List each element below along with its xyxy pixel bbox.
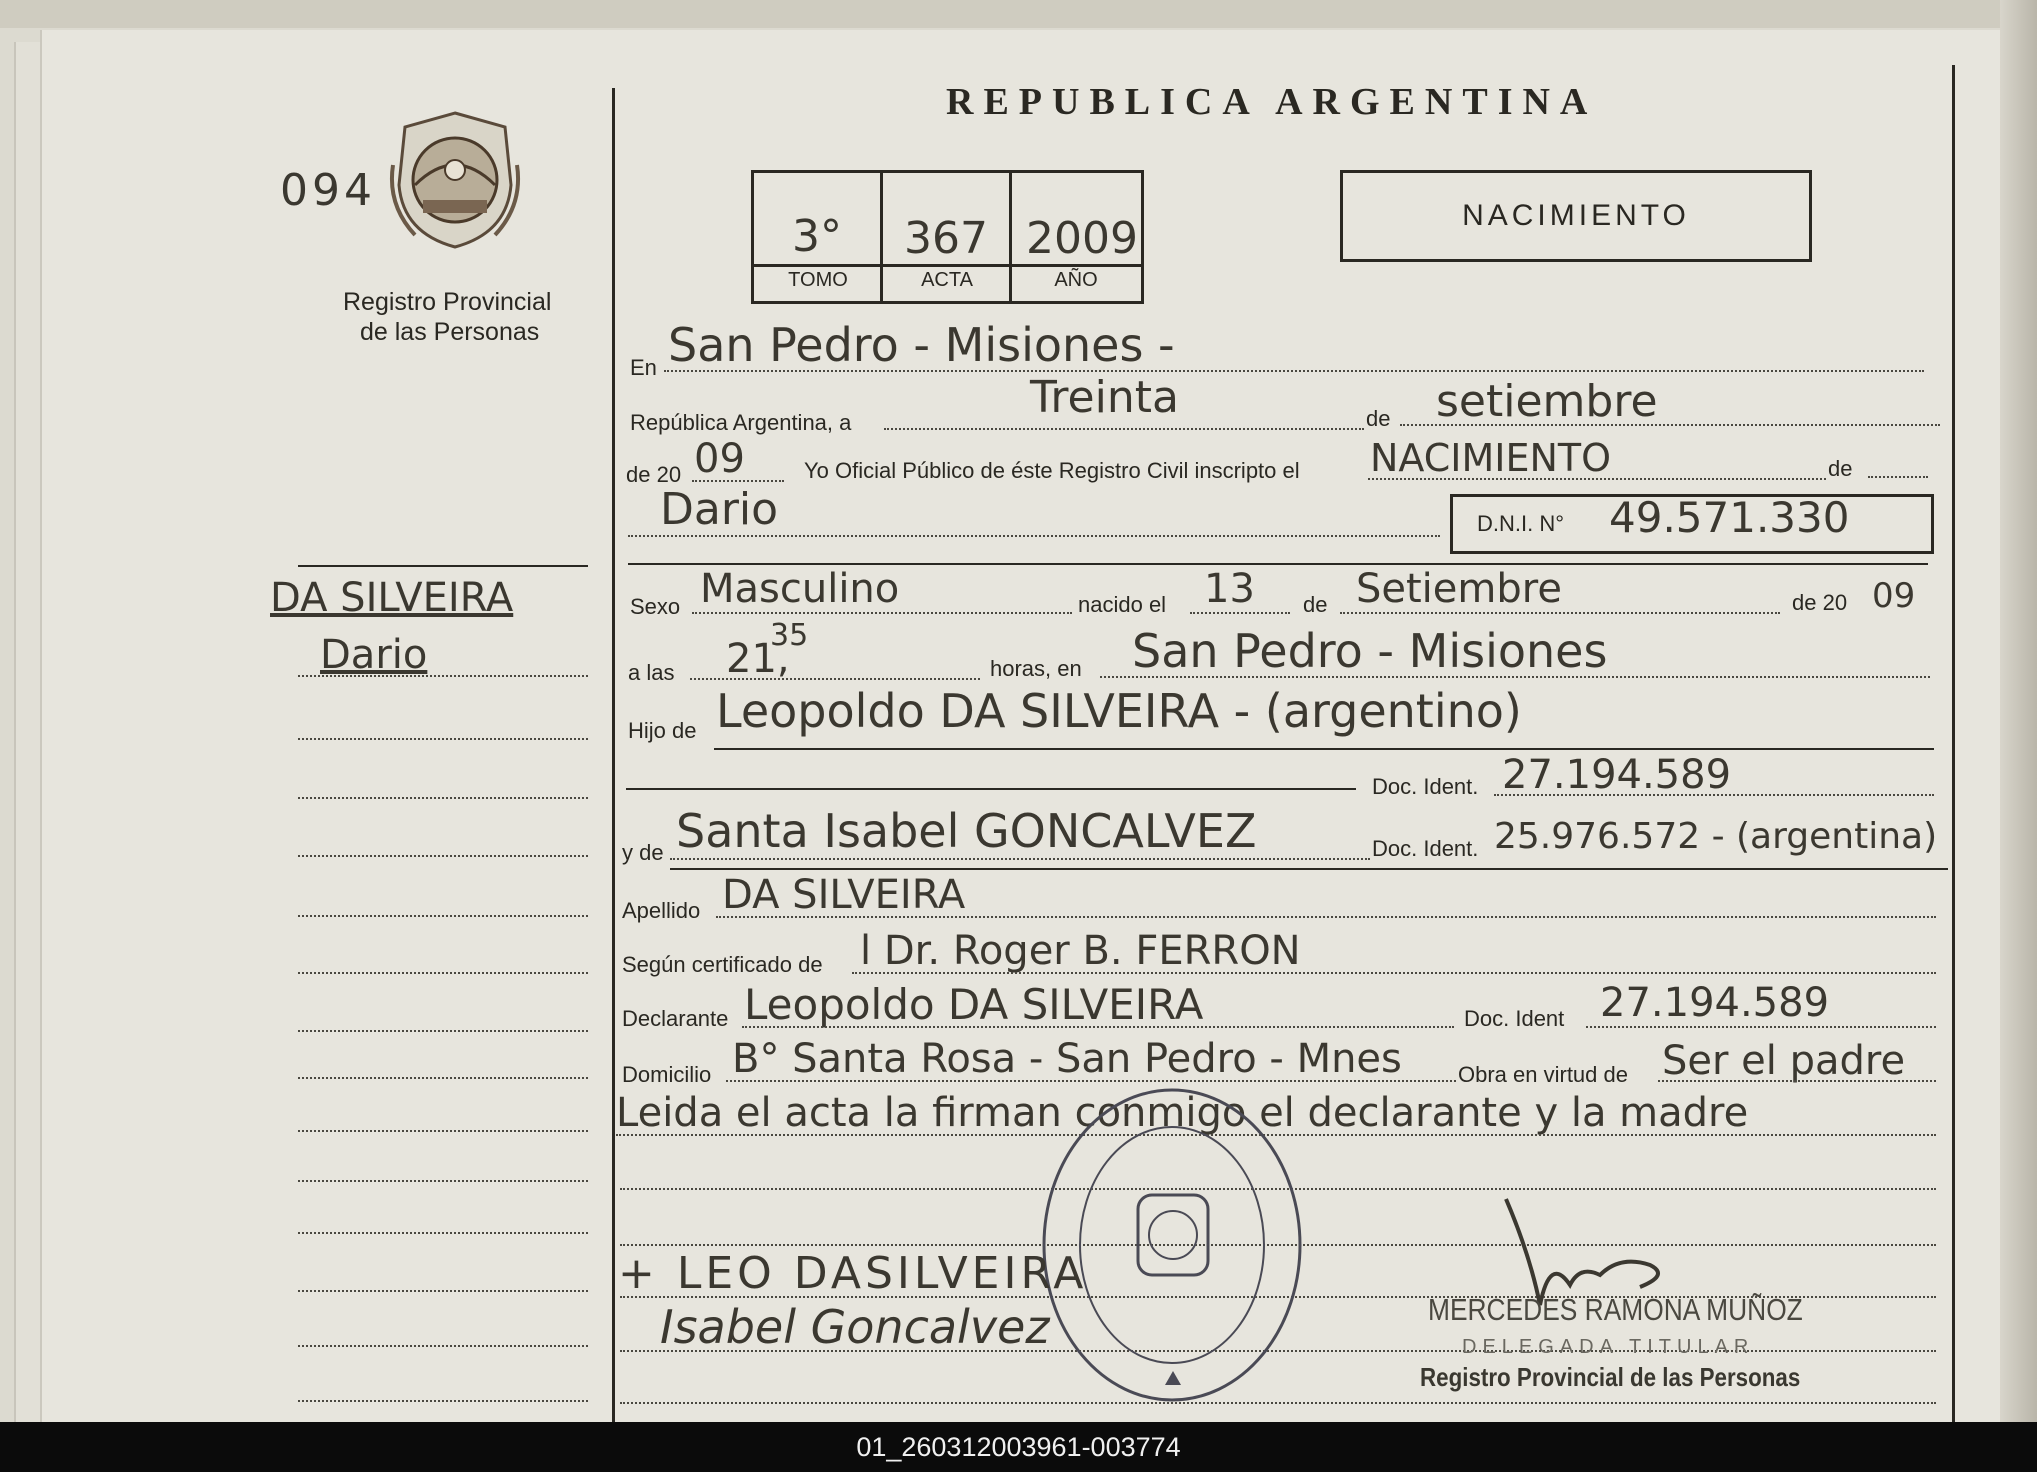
lectura-text: Leida el acta la firman conmigo el declarante y la madre [616,1090,1749,1136]
father-doc-value: 27.194.589 [1502,752,1732,798]
father-doc-label: Doc. Ident. [1372,774,1479,799]
official-name: MERCEDES RAMONA MUÑOZ [1428,1292,1803,1327]
provincial-seal-icon [385,105,525,255]
certificado-value: l Dr. Roger B. FERRON [860,928,1301,974]
oficial-label: Yo Oficial Público de éste Registro Civil inscripto el [804,458,1300,483]
alas-label: a las [628,660,675,685]
anio-label: AÑO [1054,269,1098,291]
day-words: Treinta [1030,372,1179,423]
apellido-label: Apellido [622,898,701,923]
domicilio-label: Domicilio [622,1062,712,1087]
anio-value: 2009 [1026,213,1138,264]
acta-label: ACTA [921,269,973,291]
birth-place: San Pedro - Misiones [1132,624,1608,678]
mother-value: Santa Isabel GONCALVEZ [676,804,1257,858]
certificate-type-box: NACIMIENTO [1340,170,1812,262]
official-role: DELEGADA TITULAR [1462,1336,1755,1358]
apellido-value: DA SILVEIRA [722,872,966,918]
image-caption: 01_260312003961-003774 [0,1422,2037,1472]
right-border [1952,65,1955,1422]
mother-doc-label: Doc. Ident. [1372,836,1479,861]
decl-doc-value: 27.194.589 [1600,980,1830,1026]
column-divider [612,88,615,1422]
official-office: Registro Provincial de las Personas [1420,1362,1801,1392]
office-line-2: de las Personas [360,318,540,346]
father-value: Leopoldo DA SILVEIRA - (argentino) [716,684,1522,738]
margin-surname: DA SILVEIRA [270,575,514,621]
year-suffix: 09 [694,436,745,482]
republica-label: República Argentina, a [630,410,852,435]
mother-doc-value: 25.976.572 - (argentina) [1494,816,1938,857]
birth-day: 13 [1204,566,1255,612]
dni-box [1450,494,1934,554]
signature-mother: Isabel Goncalvez [660,1300,1050,1354]
birth-de-label: de [1303,592,1328,617]
declarante-label: Declarante [622,1006,729,1031]
declarante-value: Leopoldo DA SILVEIRA [744,980,1204,1029]
record-box [751,170,1144,304]
official-stamp-icon [1040,1085,1305,1405]
month-value: setiembre [1436,376,1658,427]
event-value: NACIMIENTO [1370,436,1612,480]
horas-label: horas, en [990,656,1082,681]
tomo-label: TOMO [788,269,848,291]
hour-value: 21, [726,636,790,682]
signature-father: + LEO DASILVEIRA [618,1248,1088,1299]
nacido-label: nacido el [1078,592,1167,617]
page-edge-shadow [2000,0,2037,1422]
birth-year-suffix: 09 [1872,576,1916,616]
document-title: REPUBLICA ARGENTINA [946,81,1598,123]
de-label-2: de [1828,456,1853,481]
office-line-1: Registro Provincial [343,288,552,316]
domicilio-value: B° Santa Rosa - San Pedro - Mnes [732,1036,1402,1082]
sexo-label: Sexo [630,594,681,619]
folio-number: 094 [280,165,376,216]
birth-month: Setiembre [1356,566,1562,612]
obra-label: Obra en virtud de [1458,1062,1628,1087]
birth-year-label: de 20 [1792,590,1848,615]
name-value: Dario [660,484,779,535]
dni-value: 49.571.330 [1609,493,1850,542]
decl-doc-label: Doc. Ident [1464,1006,1565,1031]
place-value: San Pedro - Misiones - [668,318,1175,372]
de20-label: de 20 [626,462,682,487]
tomo-value: 3° [792,211,842,262]
hijo-label: Hijo de [628,718,697,743]
acta-value: 367 [904,213,988,264]
margin-given-name: Dario [320,632,428,678]
en-label: En [630,355,657,380]
de-label: de [1366,406,1391,431]
dni-label: D.N.I. N° [1477,511,1565,536]
minutes-value: 35 [770,618,809,653]
sexo-value: Masculino [700,566,900,612]
yde-label: y de [622,840,664,865]
segun-label: Según certificado de [622,952,823,977]
obra-value: Ser el padre [1662,1038,1906,1084]
